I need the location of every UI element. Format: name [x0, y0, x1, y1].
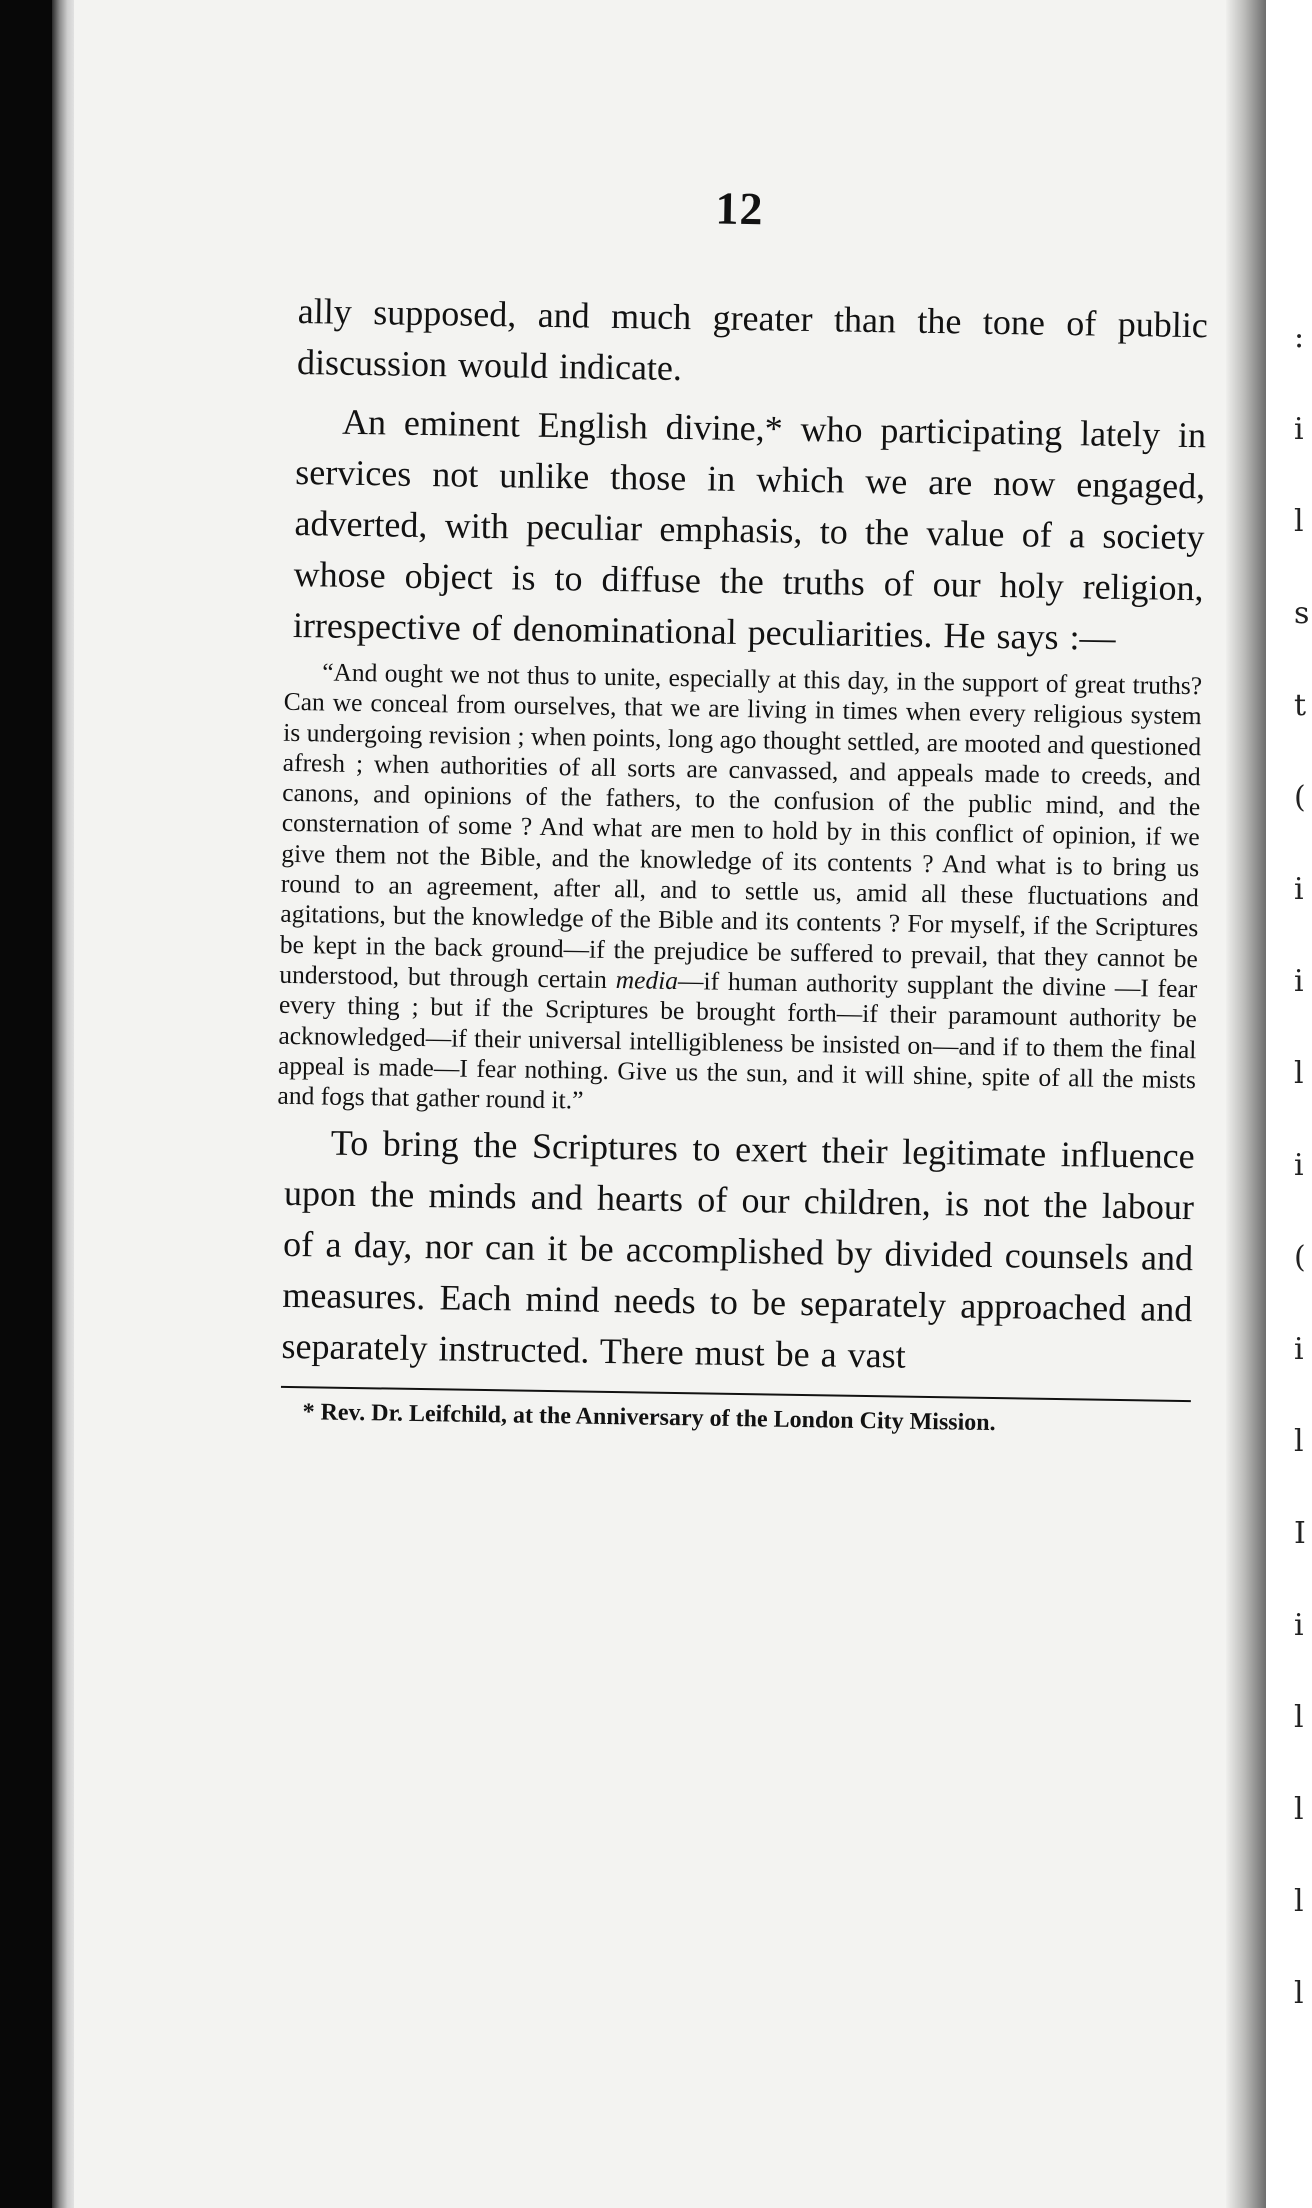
paragraph-scriptures: To bring the Scriptures to exert their legitimate influence upon the minds and hearts of our children, is not the labour of a day, nor can it be accomplished by divided counsels and measures. Each mind needs to be separately approached and separately instructed. There must be a vast — [281, 1123, 1196, 1377]
book-binding — [0, 0, 58, 2208]
facing-page-letter: l — [1294, 1424, 1304, 1459]
facing-page-edge — [1266, 0, 1312, 2208]
facing-page-letter: ( — [1294, 1240, 1306, 1275]
facing-page-letter: s — [1294, 596, 1310, 631]
facing-page-letter: i — [1294, 1608, 1304, 1643]
facing-page-letter: : — [1294, 320, 1305, 355]
facing-page-letter: i — [1294, 964, 1304, 999]
quote-text-start: “And ought we not thus to unite, especially at this day, in the support of great truths? Can we conceal from ourselves, that we are living in times when every religious system is undergoing revision ; when points, long ago thought settled, are mooted and questioned afresh ; when authorities of all sorts are canvassed, and appeals made to creeds, and canons, and opinions of the fathers, to the confusion of the public mind, and the consternation of some ? And what are men to hold by in this conflict of opinion, if we give them not the Bible, and the knowledge of its contents ? And what is to bring us round to an agreement, after all, and to settle us, amid all these fluctuations and agitations, but the knowledge of the Bible and its contents ? For myself, if the Scriptures be kept in the back ground—if the prejudice be suffered to prevail, that they cannot be understood, but through certain — [279, 657, 1203, 994]
footnote: * Rev. Dr. Leifchild, at the Anniversary of the London City Mission. — [302, 1399, 996, 1437]
facing-page-letter: i — [1294, 1148, 1304, 1183]
page-gutter — [1226, 0, 1266, 2208]
facing-page-letter: l — [1294, 1976, 1304, 2011]
facing-page-letter: I — [1294, 1516, 1306, 1551]
facing-page-letter: ( — [1294, 780, 1306, 815]
quote-italic-media: media — [615, 965, 679, 996]
facing-page-letter: l — [1294, 1056, 1304, 1091]
block-quote — [277, 657, 1202, 1126]
facing-page-letter: l — [1294, 1792, 1304, 1827]
facing-page-letter: i — [1294, 872, 1304, 907]
facing-page-letter: l — [1294, 504, 1304, 539]
paragraph-continued: ally supposed, and much greater than the tone of public discussion would indicate. — [296, 290, 1209, 389]
quote-text-end: —if human authority supplant the divine —I fear every thing ; but if the Scriptures be brought forth—if their paramount authority be acknowledged—if their universal intelligibleness be insisted on—and if to them the final appeal is made—I fear nothing. Give us the sun, and it will shine, spite of all the mists and fogs that gather round it.” — [277, 966, 1198, 1115]
page-text — [277, 175, 1210, 1441]
facing-page-letter: i — [1294, 1332, 1304, 1367]
paragraph-eminent-divine: An eminent English divine,* who participating lately in services not unlike those in which we are now engaged, adverted, with peculiar emphasis, to the value of a society whose object is to diffuse the truths of our holy religion, irrespective of denominational peculiarities. He says :— — [292, 401, 1207, 658]
facing-page-letter: l — [1294, 1700, 1304, 1735]
page-number: 12 — [715, 182, 764, 235]
facing-page-letter: t — [1294, 688, 1307, 723]
facing-page-letter: i — [1294, 412, 1304, 447]
facing-page-letter: l — [1294, 1884, 1304, 1919]
